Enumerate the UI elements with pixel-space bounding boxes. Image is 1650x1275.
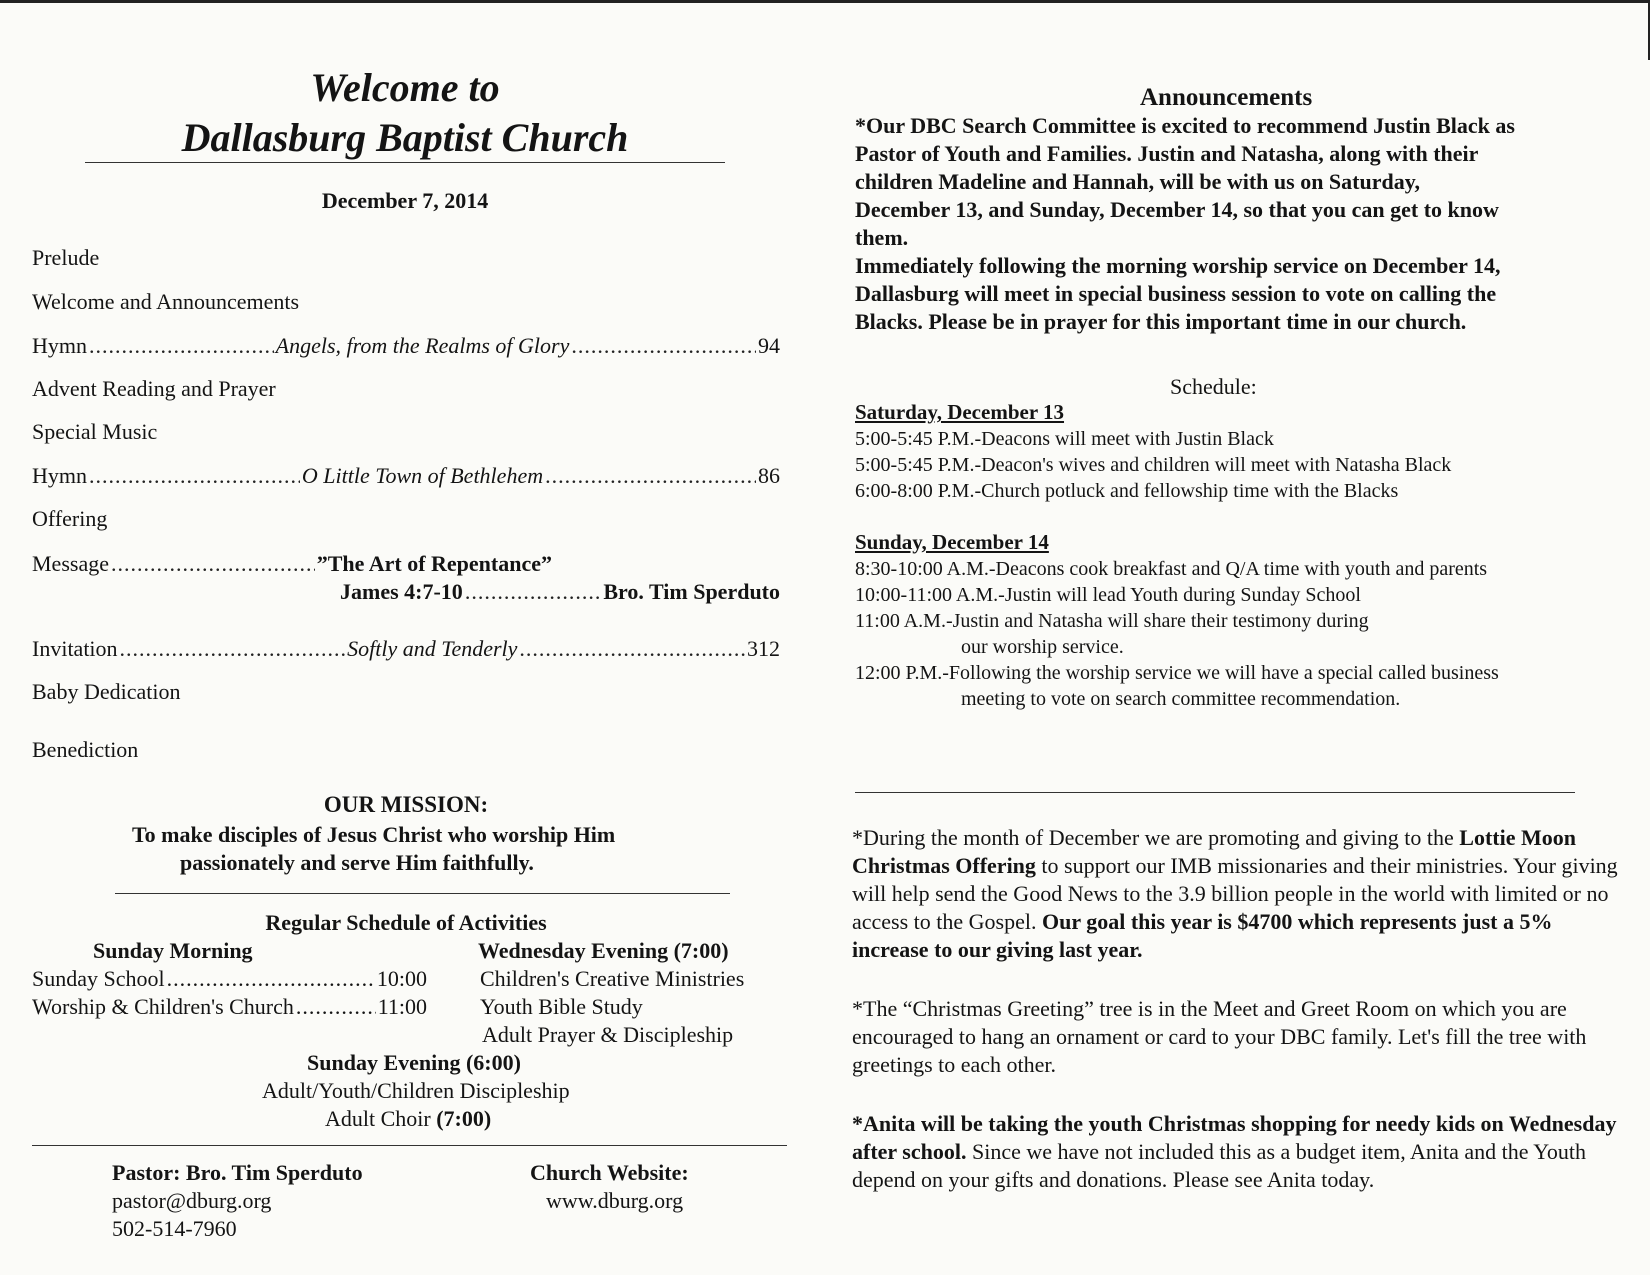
website-url: www.dburg.org [546,1188,684,1213]
sunday-evening-item-2 [325,1106,491,1132]
mission-line-2: passionately and serve Him faithfully. [180,850,534,875]
announcement-line: *Our DBC Search Committee is excited to recommend Justin Black as [855,113,1515,138]
anita-announcement [852,1110,1632,1194]
anita-text: Since we have not included this as a budget item, Anita and the Youth depend on your gifts and donations. Please see Anita today. [852,1139,1587,1192]
hymn-1-label: Hymn [32,333,87,358]
hymn-2-label: Hymn [32,463,87,488]
baby-dedication: Baby Dedication [32,679,181,704]
order-of-worship-panel [0,0,800,1275]
title-line-1: Welcome to [310,65,500,110]
welcome-announcements: Welcome and Announcements [32,289,300,314]
footer-divider [32,1145,787,1146]
sunday-evening-item-1: Adult/Youth/Children Discipleship [262,1078,570,1103]
message-title: ”The Art of Repentance” [316,551,552,576]
leader-dots [167,966,375,992]
sunday-school-label: Sunday School [32,966,165,991]
announcement-line: Dallasburg will meet in special business session to vote on calling the [855,281,1497,306]
lottie-goal: Our goal this year is $4700 which represents just a 5% increase to our giving last year. [852,909,1553,962]
sunday-school-row [32,966,427,992]
adult-choir-label: Adult Choir [325,1106,431,1131]
mission-divider [115,893,730,894]
speaker: Bro. Tim Sperduto [603,579,780,604]
hymn-2-number: 86 [758,463,780,488]
announcement-line: children Madeline and Hannah, will be with us on Saturday, [855,169,1421,194]
saturday-item-2: 5:00-5:45 P.M.-Deacon's wives and children will meet with Natasha Black [855,454,1452,476]
leader-dots [519,635,745,663]
pastor-heading: Pastor: Bro. Tim Sperduto [112,1160,363,1185]
website-heading: Church Website: [530,1160,689,1185]
announcement-line: Blacks. Please be in prayer for this important time in our church. [855,309,1467,334]
sunday-item-3-cont: our worship service. [961,636,1124,658]
sunday-item-4: 12:00 P.M.-Following the worship service we will have a special called business [855,662,1499,684]
mission-heading: OUR MISSION: [323,792,489,817]
announcement-search-committee [855,112,1615,336]
hymn-2-row [32,462,780,490]
wednesday-evening-heading: Wednesday Evening (7:00) [478,938,729,963]
wednesday-item-3: Adult Prayer & Discipleship [482,1022,734,1047]
invitation-row [32,635,780,663]
leader-dots [89,462,300,490]
bulletin-date: December 7, 2014 [321,188,489,213]
hymn-2-title: O Little Town of Bethlehem [301,463,544,488]
saturday-heading: Saturday, December 13 [855,400,1065,424]
leader-dots [465,578,602,606]
sunday-item-2: 10:00-11:00 A.M.-Justin will lead Youth during Sunday School [855,584,1361,606]
christmas-tree-announcement: *The “Christmas Greeting” tree is in the Meet and Greet Room on which you are encouraged to hang an ornament or card to your DBC family. Let's fill the tree with greetings to each other. [852,996,1587,1077]
announcement-line: December 13, and Sunday, December 14, so that you can get to know [855,197,1499,222]
wednesday-item-1: Children's Creative Ministries [480,966,745,991]
prelude: Prelude [32,245,100,270]
title-line-2: Dallasburg Baptist Church [181,115,629,160]
sunday-item-3: 11:00 A.M.-Justin and Natasha will share their testimony during [855,610,1369,632]
sunday-school-time: 10:00 [376,966,427,991]
saturday-item-3: 6:00-8:00 P.M.-Church potluck and fellowship time with the Blacks [855,480,1399,502]
advent-reading: Advent Reading and Prayer [32,376,276,401]
leader-dots [120,635,346,663]
schedule-heading: Schedule: [1170,374,1257,399]
scripture: James 4:7-10 [340,579,463,604]
invitation-label: Invitation [32,636,118,661]
title-divider [85,162,725,163]
announcement-line: them. [855,225,909,250]
wednesday-item-2: Youth Bible Study [480,994,643,1019]
pastor-email: pastor@dburg.org [112,1188,272,1213]
saturday-item-1: 5:00-5:45 P.M.-Deacons will meet with Justin Black [855,428,1274,450]
sunday-heading: Sunday, December 14 [855,530,1049,554]
announcements-divider [855,792,1575,793]
pastor-phone: 502-514-7960 [112,1216,237,1241]
invitation-number: 312 [747,636,780,661]
announcement-line: Immediately following the morning worship service on December 14, [855,253,1501,278]
invitation-title: Softly and Tenderly [347,636,518,661]
leader-dots [111,550,315,578]
message-row [32,550,552,578]
anita-bold: *Anita will be taking the youth Christmas shopping for needy kids on Wednesday after school. [852,1111,1617,1164]
hymn-1-title: Angels, from the Realms of Glory [275,333,570,358]
worship-label: Worship & Children's Church [32,994,294,1019]
leader-dots [545,462,756,490]
lottie-moon-announcement [852,824,1632,964]
leader-dots [571,332,756,360]
special-music: Special Music [32,419,158,444]
lottie-text-2: to support our IMB missionaries and their ministries. Your giving will help send the Good News to the 3.9 billion people in the world with limited or no access to the Gospel. [852,853,1618,934]
worship-time: 11:00 [377,994,427,1019]
lottie-offering-name: Lottie Moon Christmas Offering [852,825,1576,878]
sunday-item-1: 8:30-10:00 A.M.-Deacons cook breakfast and Q/A time with youth and parents [855,558,1488,580]
leader-dots [296,994,376,1020]
leader-dots [89,332,274,360]
adult-choir-time: (7:00) [436,1106,492,1131]
sunday-morning-heading: Sunday Morning [93,938,253,963]
benediction: Benediction [32,737,139,762]
message-label: Message [32,551,109,576]
announcements-heading: Announcements [1140,84,1313,111]
sunday-evening-heading: Sunday Evening (6:00) [307,1050,521,1075]
offering: Offering [32,506,108,531]
worship-row [32,994,427,1020]
lottie-text-1: *During the month of December we are promoting and giving to the [852,825,1460,850]
hymn-1-row [32,332,780,360]
sunday-item-4-cont: meeting to vote on search committee recommendation. [961,688,1401,710]
announcement-line: Pastor of Youth and Families. Justin and Natasha, along with their [855,141,1479,166]
mission-line-1: To make disciples of Jesus Christ who worship Him [132,822,616,847]
scripture-row [340,578,780,606]
hymn-1-number: 94 [758,333,781,358]
regular-schedule-heading: Regular Schedule of Activities [265,910,547,935]
